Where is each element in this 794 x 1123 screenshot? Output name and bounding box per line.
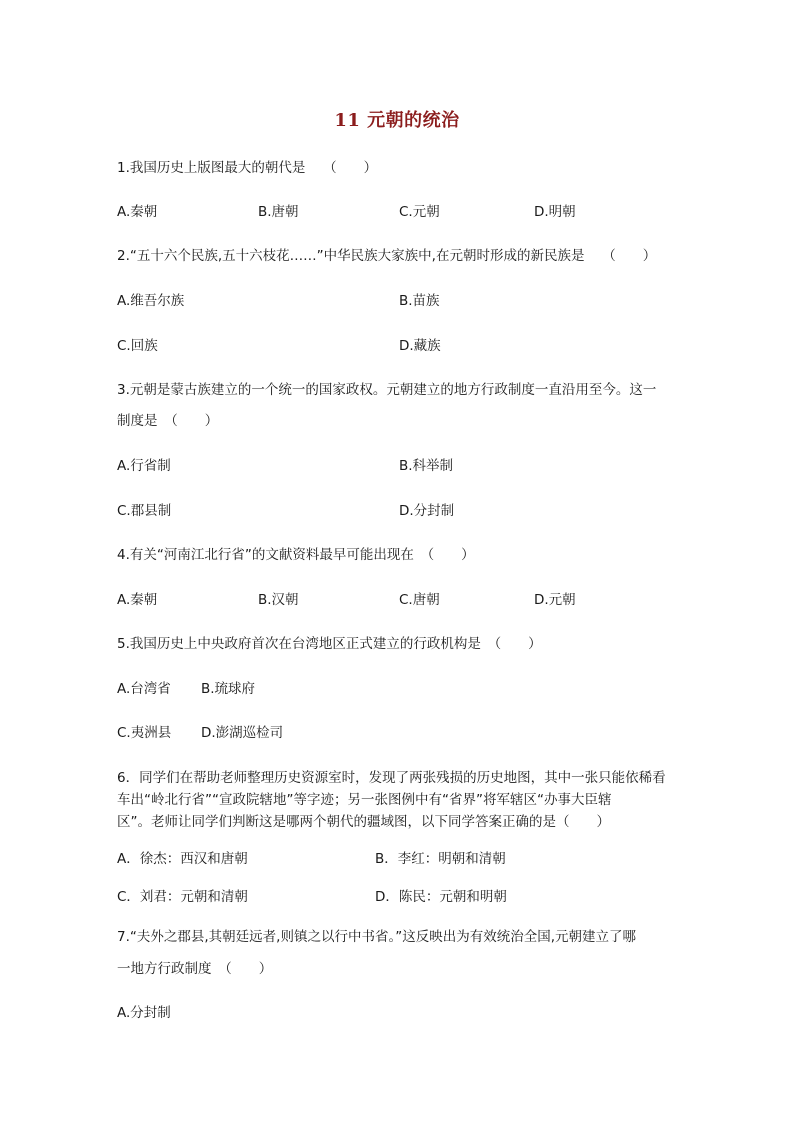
question-4-option-d: D.元朝 [534,592,576,608]
question-3-text-line-2: 制度是 （ ） [117,413,219,429]
question-1-option-a: A.秦朝 [117,204,158,220]
question-7-text-line-2: 一地方行政制度 （ ） [117,961,273,977]
question-6-option-c: C．刘君：元朝和清朝 [117,889,248,905]
question-5-option-b: B.琉球府 [201,681,256,697]
question-2-option-b: B.苗族 [399,293,440,309]
question-7-option-a: A.分封制 [117,1005,171,1021]
question-1-option-b: B.唐朝 [258,204,299,220]
question-4-option-a: A.秦朝 [117,592,158,608]
question-4-option-c: C.唐朝 [399,592,440,608]
question-1-option-d: D.明朝 [534,204,576,220]
question-6-option-a: A．徐杰：西汉和唐朝 [117,851,248,867]
question-2-option-d: D.藏族 [399,338,441,354]
question-5-option-c: C.夷洲县 [117,725,172,741]
question-3-option-d: D.分封制 [399,503,455,519]
question-7-text-line-1: 7.“夫外之郡县,其朝廷远者,则镇之以行中书省。”这反映出为有效统治全国,元朝建立了哪 [117,929,636,945]
page-title: 11 元朝的统治 [334,110,460,131]
question-3-option-a: A.行省制 [117,458,171,474]
question-5-option-d: D.澎湖巡检司 [201,725,284,741]
question-2-option-a: A.维吾尔族 [117,293,185,309]
question-2-text: 2.“五十六个民族,五十六枝花……”中华民族大家族中,在元朝时形成的新民族是 （ ） [117,248,657,264]
question-1-option-c: C.元朝 [399,204,440,220]
question-1-text: 1.我国历史上版图最大的朝代是 （ ） [117,160,378,176]
question-4-option-b: B.汉朝 [258,592,299,608]
question-4-text: 4.有关“河南江北行省”的文献资料最早可能出现在 （ ） [117,547,475,563]
question-3-text-line-1: 3.元朝是蒙古族建立的一个统一的国家政权。元朝建立的地方行政制度一直沿用至今。这一 [117,382,657,398]
question-6-text-line-3: 区”。老师让同学们判断这是哪两个朝代的疆域图，以下同学答案正确的是（ ） [117,814,610,830]
question-3-option-b: B.科举制 [399,458,454,474]
question-5-option-a: A.台湾省 [117,681,171,697]
question-5-text: 5.我国历史上中央政府首次在台湾地区正式建立的行政机构是 （ ） [117,636,542,652]
question-6-text-line-1: 6．同学们在帮助老师整理历史资源室时，发现了两张残损的历史地图，其中一张只能依稀看 [117,770,666,786]
question-6-text-line-2: 车出“岭北行省”“宣政院辖地”等字迹；另一张图例中有“省界”将军辖区“办事大臣辖 [117,792,612,808]
question-6-option-b: B．李红：明朝和清朝 [375,851,506,867]
question-3-option-c: C.郡县制 [117,503,172,519]
question-2-option-c: C.回族 [117,338,158,354]
question-6-option-d: D．陈民：元朝和明朝 [375,889,507,905]
